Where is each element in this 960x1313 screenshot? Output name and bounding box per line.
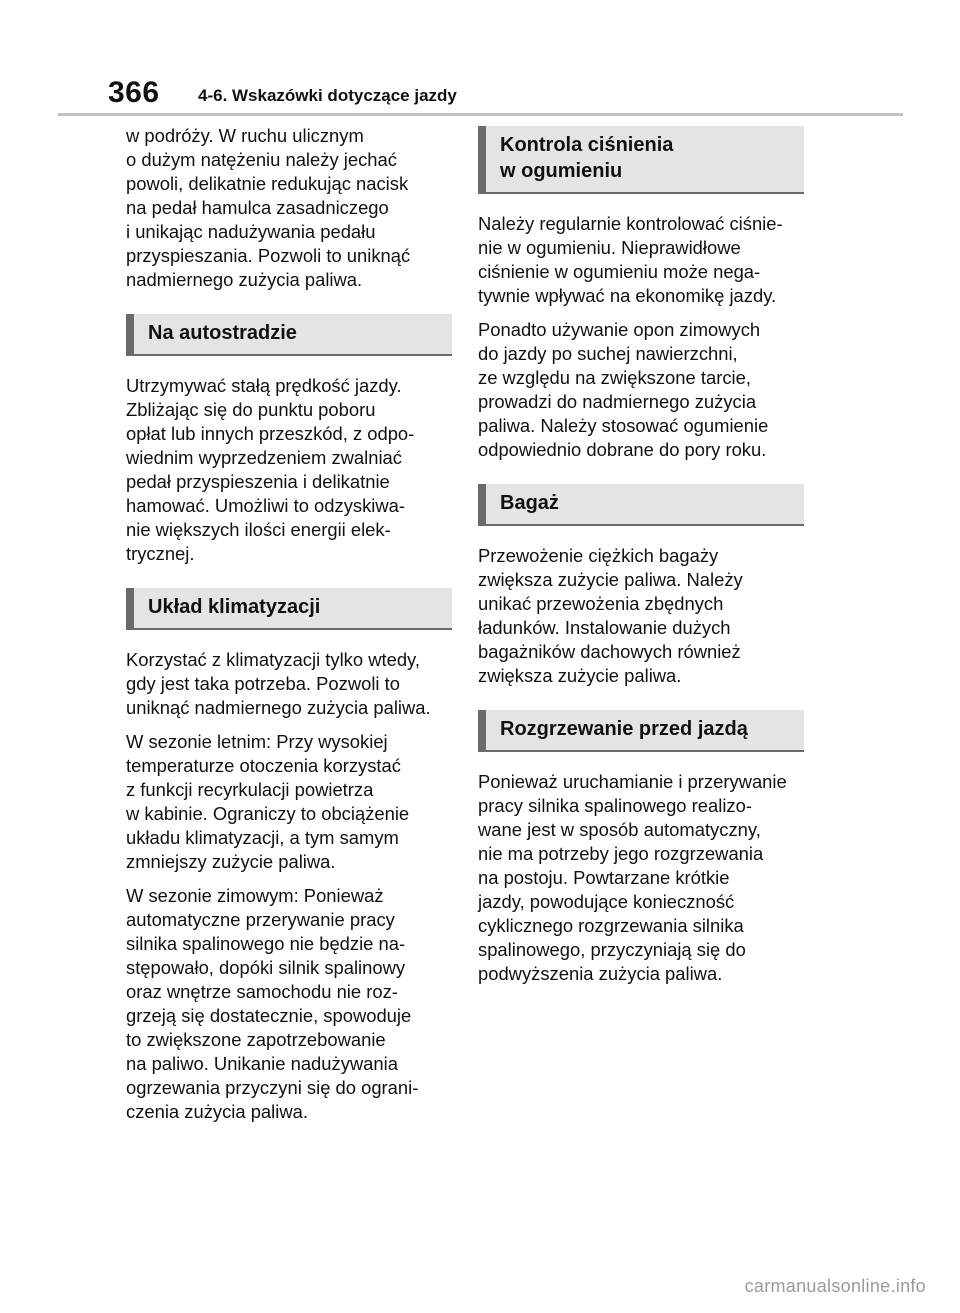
text-line: nie ma potrzeby jego rozgrzewania [478,843,764,864]
heading-rozgrzewanie [478,710,804,752]
text-line: Korzystać z klimatyzacji tylko wtedy, [126,649,420,670]
heading-na-autostradzie [126,314,452,356]
text-line: W sezonie zimowym: Ponieważ [126,885,384,906]
text-line: Zbliżając się do punktu poboru [126,399,376,420]
text-line: powoli, delikatnie redukując nacisk [126,173,409,194]
text-line: Utrzymywać stałą prędkość jazdy. [126,375,402,396]
text-line: wiednim wyprzedzeniem zwalniać [126,447,402,468]
text-line: silnika spalinowego nie będzie na- [126,933,406,954]
intro-paragraph [126,124,452,292]
heading-text: Kontrola ciśnienia [500,134,674,156]
text-line: zwiększa zużycie paliwa. Należy [478,569,743,590]
text-line: hamować. Umożliwi to odzyskiwa- [126,495,406,516]
text-line: Ponieważ uruchamianie i przerywanie [478,771,787,792]
text-line: układu klimatyzacji, a tym samym [126,827,399,848]
text-line: i unikając nadużywania pedału [126,221,376,242]
heading-text: w ogumieniu [500,160,623,182]
klimatyzacja-paragraph-3 [126,884,452,1124]
text-line: jazdy, powodujące konieczność [478,891,735,912]
heading-kontrola-cisnienia [478,126,804,194]
footer-watermark: carmanualsonline.info [744,1276,926,1296]
text-line: spalinowego, przyczyniają się do [478,939,746,960]
text-line: nadmiernego zużycia paliwa. [126,269,363,290]
text-line: zmniejszy zużycie paliwa. [126,851,336,872]
heading-text: Rozgrzewanie przed jazdą [500,718,748,740]
text-line: tywnie wpływać na ekonomikę jazdy. [478,285,777,306]
text-line: Przewożenie ciężkich bagaży [478,545,719,566]
text-line: pedał przyspieszenia i delikatnie [126,471,390,492]
page-header [0,0,960,120]
text-line: uniknąć nadmiernego zużycia paliwa. [126,697,431,718]
text-line: opłat lub innych przeszkód, z odpo- [126,423,415,444]
text-line: grzeją się dostatecznie, spowoduje [126,1005,412,1026]
text-line: o dużym natężeniu należy jechać [126,149,397,170]
text-line: Należy regularnie kontrolować ciśnie- [478,213,783,234]
text-line: na postoju. Powtarzane krótkie [478,867,730,888]
cisnienie-paragraph-2 [478,318,804,462]
text-line: pracy silnika spalinowego realizo- [478,795,752,816]
text-line: w kabinie. Ograniczy to obciążenie [126,803,410,824]
text-line: odpowiednio dobrane do pory roku. [478,439,767,460]
text-line: na paliwo. Unikanie nadużywania [126,1053,398,1074]
text-line: ze względu na zwiększone tarcie, [478,367,751,388]
text-line: ciśnienie w ogumieniu może nega- [478,261,761,282]
text-line: z funkcji recyrkulacji powietrza [126,779,374,800]
text-line: ładunków. Instalowanie dużych [478,617,731,638]
text-line: ogrzewania przyczyni się do ograni- [126,1077,419,1098]
text-line: nie w ogumieniu. Nieprawidłowe [478,237,741,258]
text-line: czenia zużycia paliwa. [126,1101,308,1122]
heading-bagaz [478,484,804,526]
header-divider [58,113,903,116]
rozgrzewanie-paragraph [478,770,804,986]
text-line: przyspieszania. Pozwoli to uniknąć [126,245,411,266]
text-line: podwyższenia zużycia paliwa. [478,963,723,984]
bagaz-paragraph [478,544,804,688]
text-line: w podróży. W ruchu ulicznym [126,125,364,146]
text-line: nie większych ilości energii elek- [126,519,391,540]
right-column [478,124,804,996]
klimatyzacja-paragraph-1 [126,648,452,720]
text-line: Ponadto używanie opon zimowych [478,319,761,340]
klimatyzacja-paragraph-2 [126,730,452,874]
text-line: oraz wnętrze samochodu nie roz- [126,981,398,1002]
text-line: bagażników dachowych również [478,641,741,662]
text-line: automatyczne przerywanie pracy [126,909,395,930]
heading-text: Układ klimatyzacji [148,596,321,618]
cisnienie-paragraph-1 [478,212,804,308]
text-line: cyklicznego rozgrzewania silnika [478,915,744,936]
text-line: trycznej. [126,543,195,564]
text-line: unikać przewożenia zbędnych [478,593,724,614]
text-line: wane jest w sposób automatyczny, [478,819,761,840]
text-line: W sezonie letnim: Przy wysokiej [126,731,388,752]
text-line: zwiększa zużycie paliwa. [478,665,682,686]
section-title: 4-6. Wskazówki dotyczące jazdy [198,86,457,105]
text-line: to zwiększone zapotrzebowanie [126,1029,386,1050]
text-line: stępowało, dopóki silnik spalinowy [126,957,406,978]
autostrada-paragraph [126,374,452,566]
heading-text: Bagaż [500,492,559,514]
left-column [126,124,452,1134]
page-number: 366 [108,76,160,109]
text-line: paliwa. Należy stosować ogumienie [478,415,769,436]
text-line: prowadzi do nadmiernego zużycia [478,391,757,412]
text-line: do jazdy po suchej nawierzchni, [478,343,738,364]
text-line: gdy jest taka potrzeba. Pozwoli to [126,673,400,694]
heading-text: Na autostradzie [148,322,297,344]
text-line: na pedał hamulca zasadniczego [126,197,389,218]
text-line: temperaturze otoczenia korzystać [126,755,401,776]
heading-uklad-klimatyzacji [126,588,452,630]
